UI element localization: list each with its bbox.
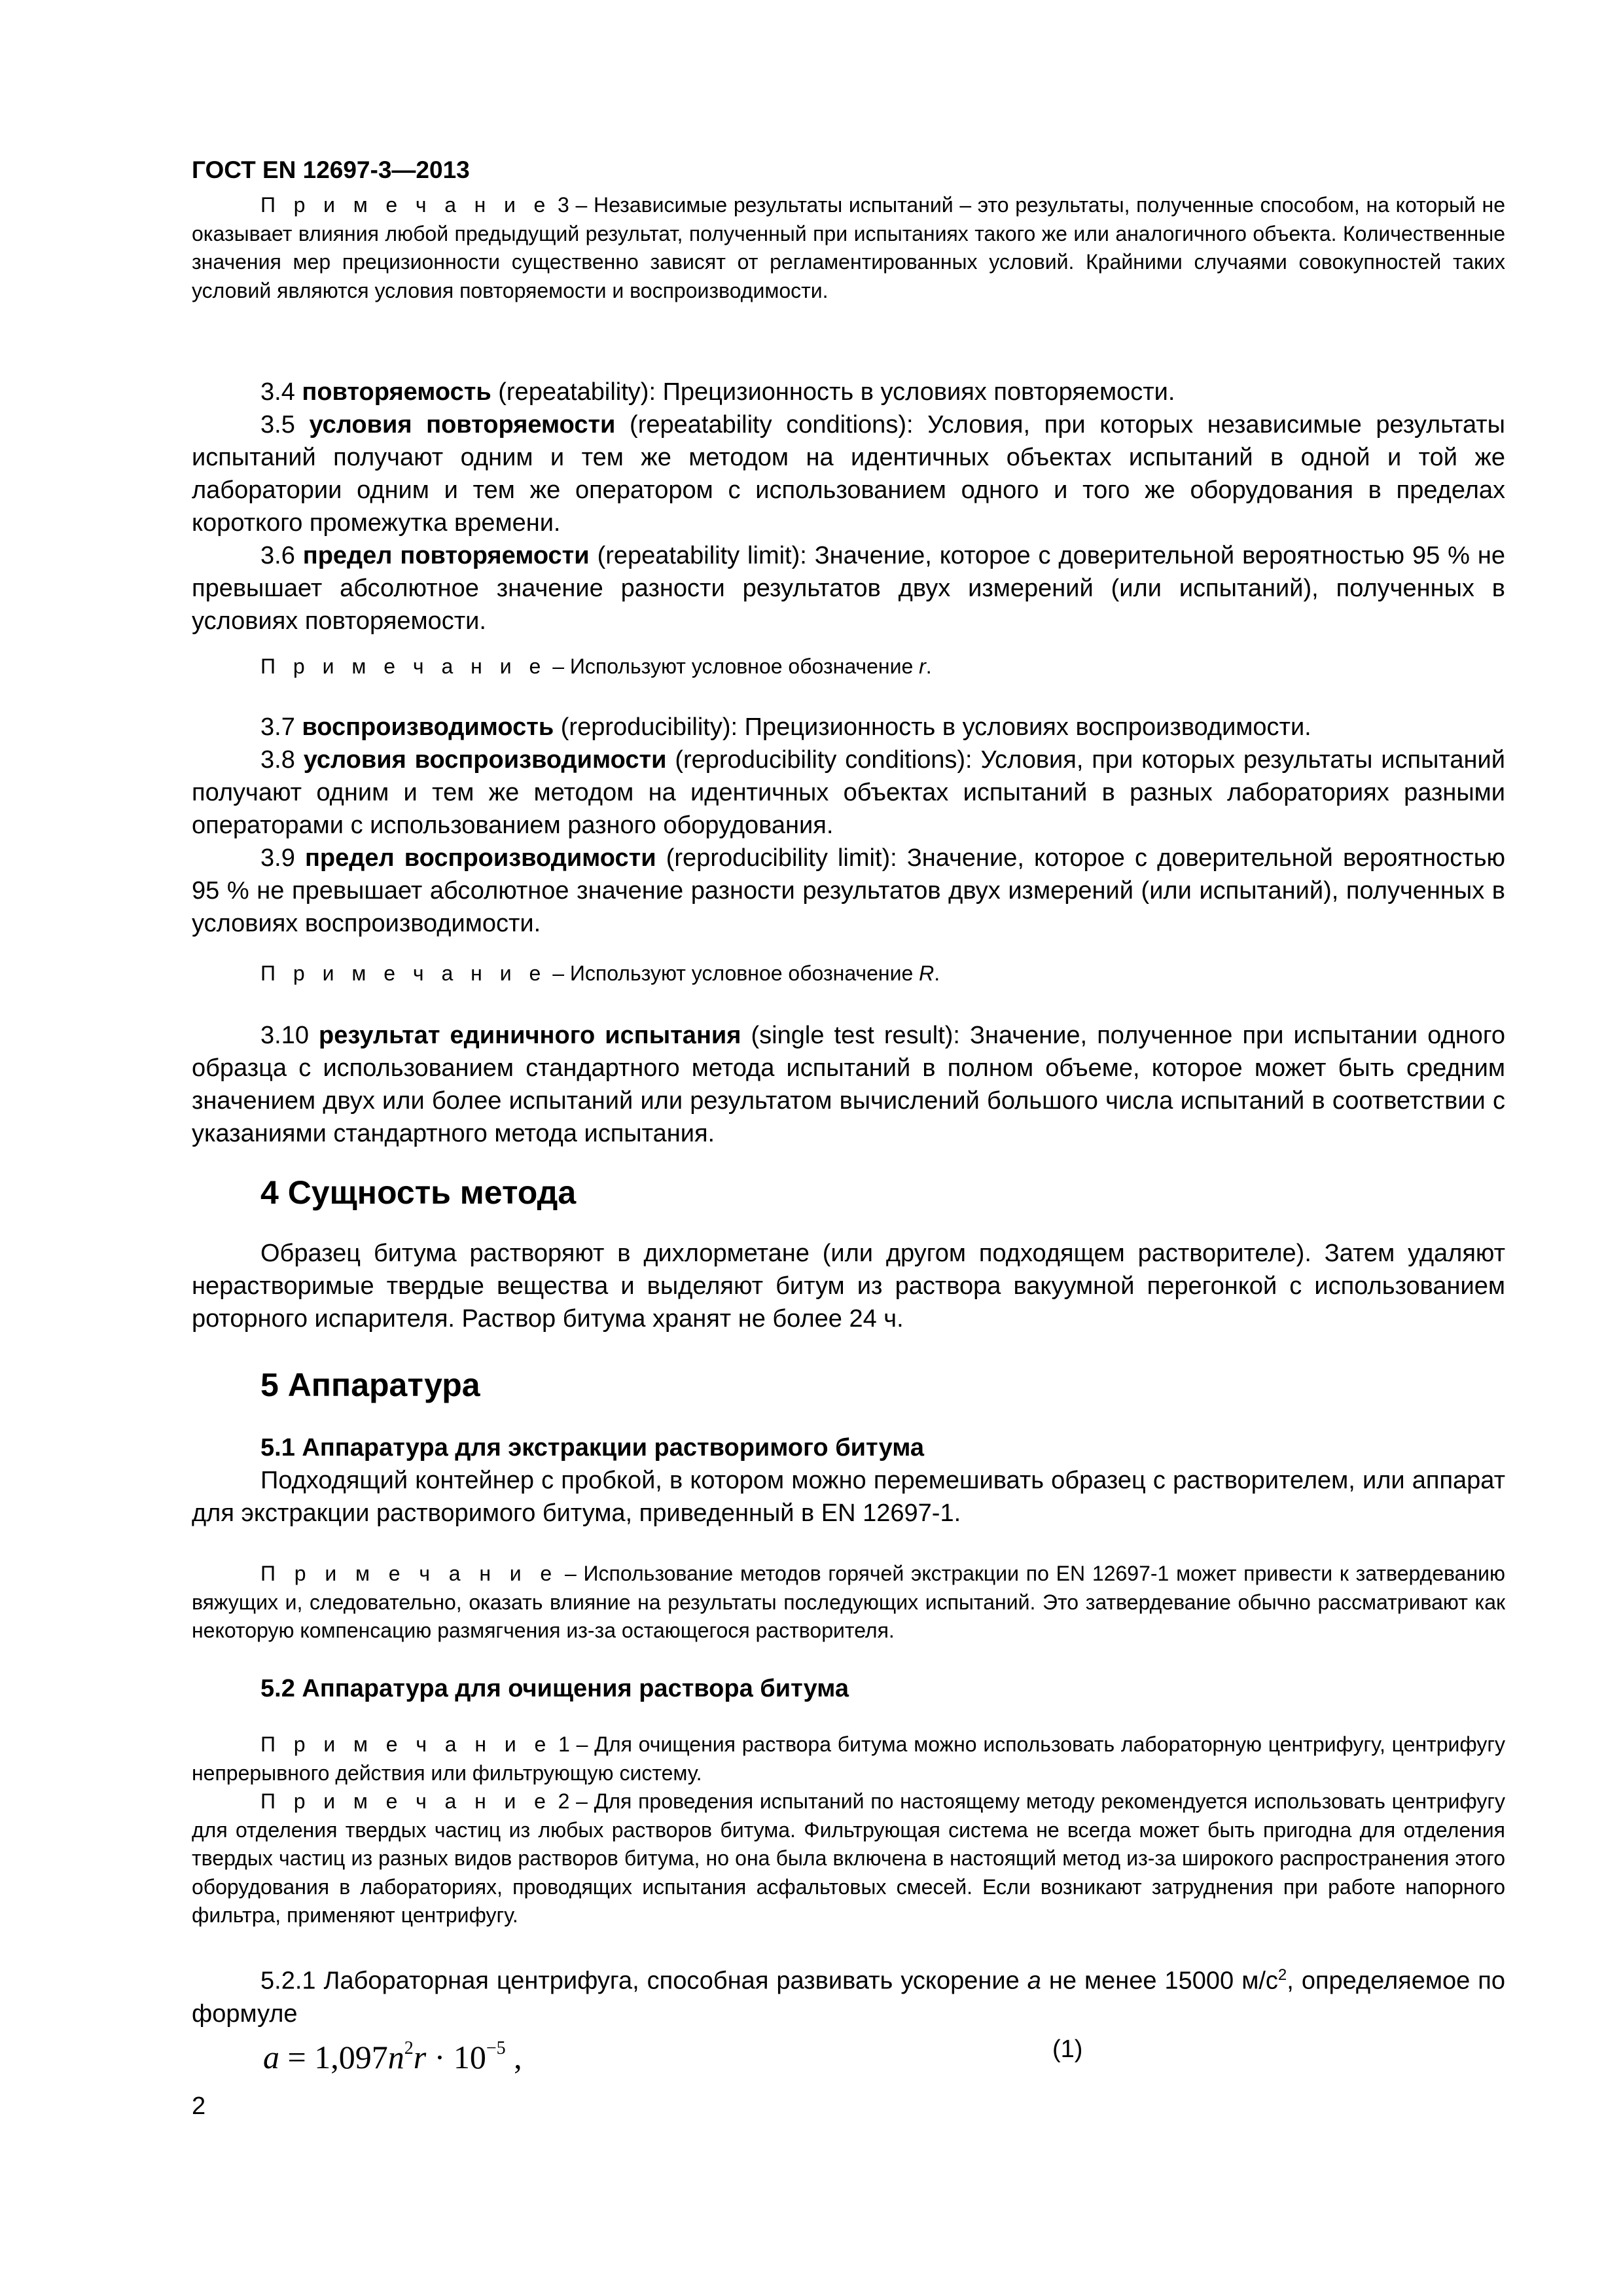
note-2 bbox=[192, 1787, 1505, 1930]
definition-3-4 bbox=[192, 376, 1505, 408]
subsection-5-1-text: Подходящий контейнер с пробкой, в котором можно перемешивать образец с растворителем, или аппарат для экстракции растворимого битума, приведенный в EN 12697-1. bbox=[192, 1467, 1505, 1527]
clause-5-2-1 bbox=[192, 1959, 1505, 2030]
note-3 bbox=[192, 191, 1505, 305]
superscript: 2 bbox=[1277, 1966, 1287, 1984]
formula-coeff: = 1,097 bbox=[279, 2039, 388, 2075]
term: повторяемость bbox=[302, 378, 491, 406]
definition-3-7 bbox=[192, 711, 1505, 744]
clause-number: 3.7 bbox=[260, 713, 302, 741]
symbol-r: r bbox=[919, 655, 926, 678]
subsection-5-1-heading: 5.1 Аппаратура для экстракции растворимого битума bbox=[260, 1434, 924, 1462]
definition-3-8 bbox=[192, 744, 1505, 842]
text-part: не менее 15000 м/с bbox=[1041, 1967, 1278, 1995]
note-label: П р и м е ч а н и е bbox=[260, 655, 547, 678]
subsection-5-1 bbox=[192, 1431, 1505, 1530]
term: воспроизводимость bbox=[302, 713, 554, 741]
text-part: , определяемое по формуле bbox=[192, 1967, 1505, 2028]
clause-number: 3.9 bbox=[260, 844, 305, 872]
term: условия повторяемости bbox=[309, 411, 616, 439]
definition-3-10 bbox=[192, 1019, 1505, 1150]
clause-number: 3.4 bbox=[260, 378, 302, 406]
term: предел повторяемости bbox=[302, 542, 590, 569]
note-label: П р и м е ч а н и е bbox=[260, 1789, 552, 1813]
term: результат единичного испытания bbox=[319, 1022, 741, 1049]
subsection-5-2-heading-wrap bbox=[192, 1672, 1505, 1705]
note-text: – Использование методов горячей экстракции по EN 12697-1 может привести к затвердеванию вяжущих и, следовательно, оказать влияние на результаты последующих испытаний. Это затвердевание обычно рассматривают как некоторую компенсацию размягчения из-за остающегося растворителя. bbox=[192, 1562, 1506, 1642]
definition-text: (repeatability limit): Значение, которое с доверительной вероятностью 95 % не превышает абсолютное значение разности результатов двух измерений (или испытаний), полученных в условиях повторяемости. bbox=[192, 542, 1505, 635]
definitions-3-7-to-3-9 bbox=[192, 711, 1505, 940]
note-label: П р и м е ч а н и е bbox=[260, 193, 552, 217]
note-text: 1 – Для очищения раствора битума можно использовать лабораторную центрифугу, центрифугу непрерывного действия или фильтрующую систему. bbox=[192, 1732, 1506, 1785]
text-part: 5.2.1 Лабораторная центрифуга, способная развивать ускорение bbox=[260, 1967, 1027, 1995]
symbol-R: R bbox=[919, 961, 935, 985]
note-1 bbox=[192, 1731, 1505, 1787]
term: предел воспроизводимости bbox=[304, 844, 656, 872]
note-text: 3 – Независимые результаты испытаний – это результаты, полученные способом, на который не оказывает влияния любой предыдущий результат, полученный при испытаниях такого же или аналогичного объекта. Количественные значения мер прецизионности существенно зависят от регламентированных условий. Крайними случаями совокупностей таких условий являются условия повторяемости и воспроизводимости. bbox=[192, 193, 1506, 302]
clause-number: 3.10 bbox=[260, 1022, 319, 1049]
note-label: П р и м е ч а н и е bbox=[260, 1732, 552, 1756]
formula-1 bbox=[263, 2029, 522, 2077]
definition-3-9 bbox=[192, 842, 1505, 940]
punctuation: . bbox=[925, 655, 932, 678]
note-label: П р и м е ч а н и е bbox=[260, 1562, 558, 1585]
formula-var-r: r bbox=[413, 2039, 427, 2075]
clause-number: 3.6 bbox=[260, 542, 303, 569]
clause-number: 3.5 bbox=[260, 411, 310, 439]
formula-end: , bbox=[505, 2039, 522, 2075]
punctuation: . bbox=[934, 961, 940, 985]
variable-a: a bbox=[1027, 1967, 1041, 1995]
paragraph: Образец битума растворяют в дихлорметане (или другом подходящем растворителе). Затем удаляют нерастворимые твердые вещества и выделяют битум из раствора вакуумной перегонкой с использованием роторного испарителя. Раствор битума хранят не более 24 ч. bbox=[192, 1240, 1505, 1333]
clause-number: 3.8 bbox=[260, 746, 304, 774]
section-4-heading: 4 Сущность метода bbox=[260, 1174, 577, 1211]
definition-text: (reproducibility conditions): Условия, при которых результаты испытаний получают одним и тем же методом на идентичных объектах испытаний в разных лабораториях разными операторами с использованием разного оборудования. bbox=[192, 746, 1505, 839]
section-4-text bbox=[192, 1237, 1505, 1335]
definition-text: (repeatability conditions): Условия, при которых независимые результаты испытаний получают одним и тем же методом на идентичных объектах испытаний в одной и той же лаборатории одним и тем же оператором с использованием одного и того же оборудования в пределах короткого промежутка времени. bbox=[192, 411, 1505, 537]
definition-text: (repeatability): Прецизионность в условиях повторяемости. bbox=[491, 378, 1175, 406]
note-text: – Используют условное обозначение bbox=[546, 655, 919, 678]
subsection-5-2-notes bbox=[192, 1731, 1505, 1930]
document-header: ГОСТ EN 12697-3—2013 bbox=[192, 156, 470, 183]
definition-text: (reproducibility limit): Значение, которое с доверительной вероятностью 95 % не превышает абсолютное значение разности результатов двух измерений (или испытаний), полученных в условиях воспроизводимости. bbox=[192, 844, 1506, 937]
formula-exp-n: 2 bbox=[404, 2038, 414, 2058]
note-text: 2 – Для проведения испытаний по настоящему методу рекомендуется использовать центрифугу для отделения твердых частиц из любых растворов битума. Фильтрующая система не всегда может быть пригодна для отделения твердых частиц из разных видов растворов битума, но она была включена в настоящий метод из-за широкого распространения этого оборудования в лабораториях, проводящих испытания асфальтовых смесей. Если возникают затруднения при работе напорного фильтра, применяют центрифугу. bbox=[192, 1789, 1505, 1927]
definition-text: (reproducibility): Прецизионность в условиях воспроизводимости. bbox=[554, 713, 1311, 741]
definition-3-6 bbox=[192, 539, 1505, 637]
subsection-5-2-heading: 5.2 Аппаратура для очищения раствора битума bbox=[260, 1675, 849, 1702]
note-r bbox=[192, 653, 1505, 681]
definition-text: (single test result): Значение, полученное при испытании одного образца с использованием стандартного метода испытаний в полном объеме, которое может быть средним значением двух или более испытаний или результатом вычислений большого числа испытаний в соответствии с указаниями стандартного метода испытания. bbox=[192, 1022, 1505, 1147]
note-label: П р и м е ч а н и е bbox=[260, 961, 547, 985]
formula-times: · 10 bbox=[426, 2039, 486, 2075]
definition-3-5 bbox=[192, 408, 1505, 539]
section-5-heading: 5 Аппаратура bbox=[260, 1367, 480, 1403]
note-text: – Используют условное обозначение bbox=[546, 961, 919, 985]
formula-number: (1) bbox=[1052, 2036, 1083, 2063]
term: условия воспроизводимости bbox=[303, 746, 667, 774]
note-R bbox=[192, 960, 1505, 988]
page-number: 2 bbox=[192, 2092, 206, 2120]
formula-var-a: a bbox=[263, 2039, 279, 2075]
subsection-5-1-note bbox=[192, 1560, 1505, 1645]
definitions-3-4-to-3-6 bbox=[192, 376, 1505, 637]
formula-var-n: n bbox=[387, 2039, 404, 2075]
formula-exp: −5 bbox=[486, 2038, 506, 2058]
